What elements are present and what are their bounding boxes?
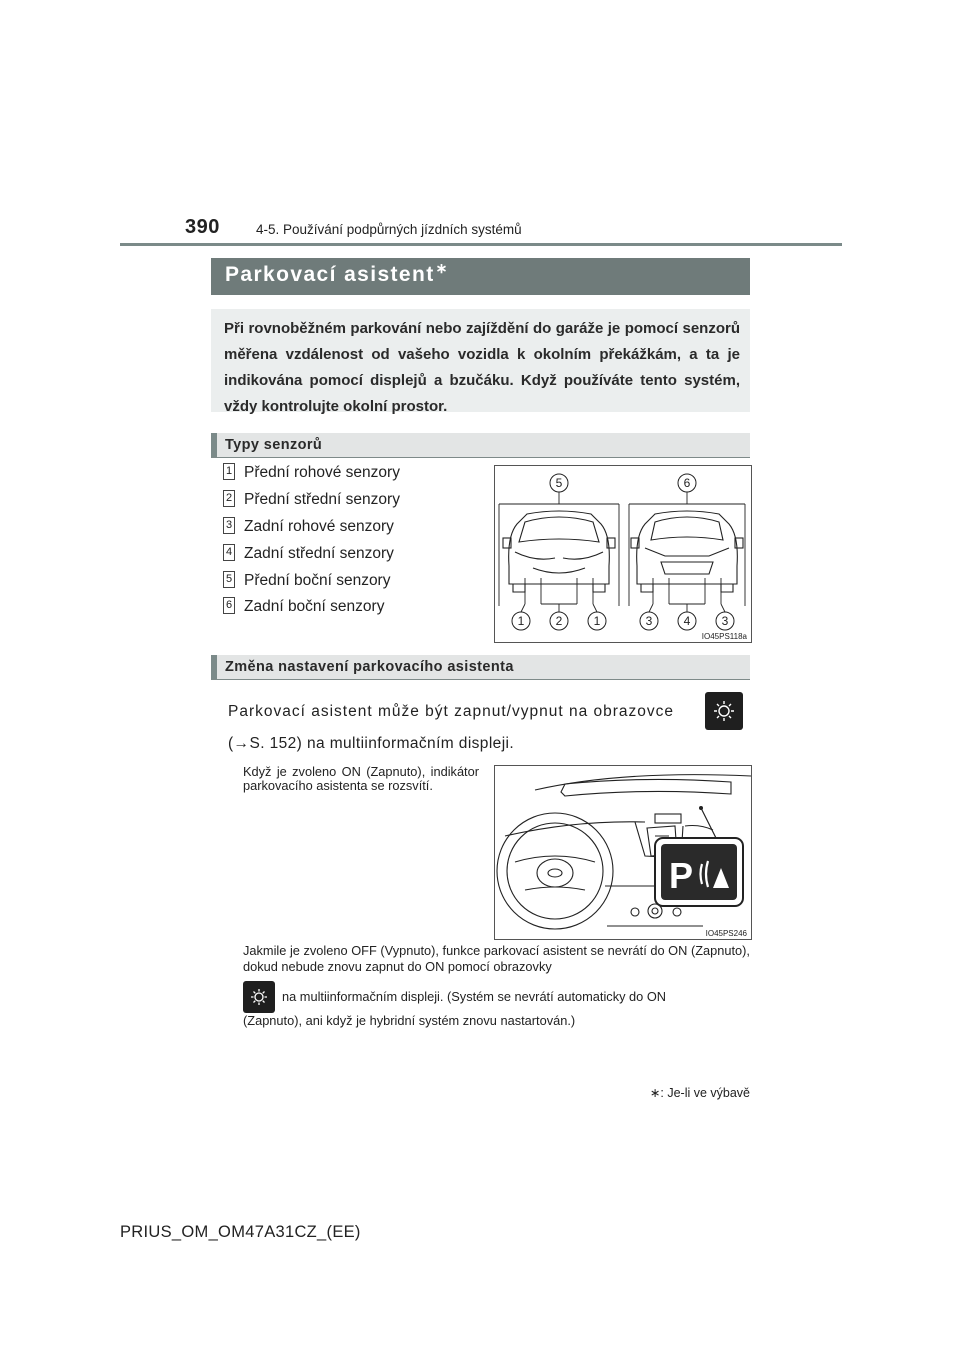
item-label: Zadní rohové senzory: [244, 518, 394, 535]
instrument-panel-figure: [494, 765, 752, 940]
figure-label: 1: [593, 614, 601, 628]
item-number: 1: [223, 463, 235, 480]
intro-box: [211, 309, 750, 415]
car-sensor-diagram: [495, 466, 751, 642]
sensor-list-item: [223, 545, 394, 563]
sensor-list-item: [223, 572, 390, 590]
settings-gear-icon: [243, 981, 275, 1013]
sensor-list-item: [223, 464, 400, 482]
heading-accent-bar: [211, 655, 217, 679]
sensor-list-item: [223, 598, 384, 616]
figure-label: 6: [683, 476, 691, 490]
item-number: 4: [223, 544, 235, 561]
item-label: Zadní střední senzory: [244, 545, 394, 562]
optional-equipment-star: ∗: [435, 260, 449, 276]
figure-label: 1: [517, 614, 525, 628]
page-title-text: Parkovací asistent: [225, 263, 435, 286]
item-label: Zadní boční senzory: [244, 598, 385, 615]
sensor-types-heading-text: Typy senzorů: [225, 437, 323, 453]
figure-label: 5: [555, 476, 563, 490]
title-bar: [211, 258, 750, 295]
sensor-location-figure: [494, 465, 752, 643]
item-number: 5: [223, 571, 235, 588]
figure-label: 2: [555, 614, 563, 628]
item-number: 2: [223, 490, 235, 507]
item-label: Přední boční senzory: [244, 572, 391, 589]
item-number: 3: [223, 517, 235, 534]
dashboard-illustration: [495, 766, 751, 939]
settings-gear-icon: [705, 692, 743, 730]
figure-code: IO45PS118a: [701, 632, 747, 641]
figure-label: 3: [645, 614, 653, 628]
indicator-off-note-end: (Zapnuto), ani když je hybridní systém znovu nastartován.): [243, 1013, 576, 1028]
figure-label: 4: [683, 614, 691, 628]
parking-assist-indicator-letter: P: [668, 855, 694, 896]
item-label: Přední střední senzory: [244, 491, 400, 508]
sensor-types-heading: [211, 433, 750, 458]
sensor-list-item: [223, 518, 394, 536]
indicator-off-note: Jakmile je zvoleno OFF (Vypnuto), funkce parkovací asistent se nevrátí do ON (Zapnuto), dokud nebude znovu zapnut do ON pomocí obrazovky: [243, 943, 750, 974]
header-rule: [120, 243, 842, 246]
page-title: [225, 260, 449, 287]
heading-accent-bar: [211, 433, 217, 457]
settings-body-line1: Parkovací asistent může být zapnut/vypnut na obrazovce: [228, 703, 675, 720]
sensor-list-item: [223, 491, 400, 509]
settings-body-line2: (→S. 152) na multiinformačním displeji.: [228, 735, 515, 752]
document-id: PRIUS_OM_OM47A31CZ_(EE): [120, 1223, 361, 1241]
settings-heading-text: Změna nastavení parkovacího asistenta: [225, 659, 514, 675]
footnote: ∗: Je-li ve výbavě: [649, 1086, 750, 1100]
settings-heading: [211, 655, 750, 680]
item-label: Přední rohové senzory: [244, 464, 400, 481]
indicator-on-note: Když je zvoleno ON (Zapnuto), indikátor parkovacího asistenta se rozsvítí.: [243, 764, 479, 793]
item-number: 6: [223, 597, 235, 614]
figure-code: IO45PS246: [705, 929, 747, 938]
page-number: 390: [185, 216, 220, 238]
intro-text: Při rovnoběžném parkování nebo zajíždění do garáže je pomocí senzorů měřena vzdálenost od vašeho vozidla k okolním překážkám, a ta je indikována pomocí displejů a bzučáku. Když používáte tento systém, vždy kontrolujte okolní prostor.: [224, 320, 740, 415]
figure-label: 3: [721, 614, 729, 628]
section-title: 4-5. Používání podpůrných jízdních systémů: [256, 222, 522, 237]
indicator-off-note-cont: na multiinformačním displeji. (Systém se nevrátí automaticky do ON: [282, 989, 667, 1004]
